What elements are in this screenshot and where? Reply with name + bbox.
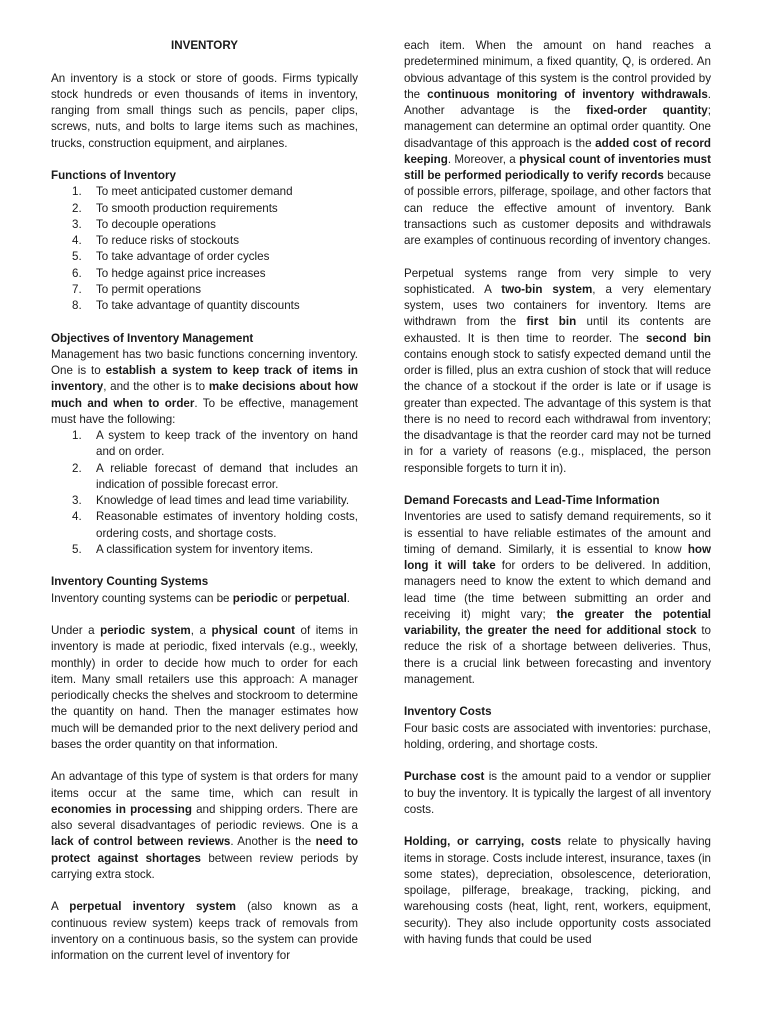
list-item: 3. Knowledge of lead times and lead time variability.: [72, 494, 350, 507]
perpetual-paragraph-start: A perpetual inventory system (also known as a continuous review system) keeps track of removals from inventory on a continuous basis, so the system can provide information on the current level of inventory for: [51, 900, 358, 962]
costs-heading: Inventory Costs: [404, 705, 492, 719]
perpetual-paragraph-continued: [404, 38, 711, 249]
bold-phrase: added cost of record keeping: [404, 136, 711, 166]
list-item: 7. To permit operations: [72, 282, 202, 296]
costs-paragraph: Four basic costs are associated with inventories: purchase, holding, ordering, and shortage costs.: [404, 721, 711, 751]
intro-paragraph: An inventory is a stock or store of goods. Firms typically stock hundreds or even thousands of items in inventory, ranging from small things such as pencils, paper clips, screws, nuts, and bolts to large items such as machines, trucks, construction equipment, and airplanes.: [51, 71, 358, 150]
advantage-paragraph: An advantage of this type of system is that orders for many items occur at the same time, which can result in economies in processing and shipping orders. There are also several disadvantages of periodic reviews. One is a lack of control between reviews. Another is the need to protect against shortages between review periods by carrying extra stock.: [51, 770, 359, 881]
list-item: 4. To reduce risks of stockouts: [72, 234, 240, 247]
list-item: 1. A system to keep track of the inventory on hand and on order.: [72, 429, 358, 459]
list-item: 4. Reasonable estimates of inventory holding costs, ordering costs, and shortage costs.: [72, 510, 358, 540]
list-item: 2. To smooth production requirements: [72, 201, 278, 215]
right-column: [404, 38, 711, 948]
two-bin-paragraph: Perpetual systems range from very simple to very sophisticated. A two-bin system, a very elementary system, uses two containers for inventory. Items are withdrawn from the first bin until its contents are exhausted. It is then time to reorder. The second bin contains enough stock to satisfy expected demand until the order is filled, plus an extra cushion of stock that will reduce the chance of a stockout if the order is late or if usage is greater than expected. The advantage of this system is that there is no need to record each withdrawal from inventory; the disadvantage is that the reorder card may not be turned in for a variety of reasons (e.g., misplaced, the person responsible forgets to turn it in).: [404, 266, 711, 475]
list-item: 2. A reliable forecast of demand that includes an indication of possible forecast error.: [72, 461, 358, 491]
left-column: [51, 38, 358, 964]
text-run: because of possible errors, pilferage, spoilage, and other factors that can reduce the effective amount of inventory. Bank transactions such as customer deposits and withdrawals are examples of continuous recording of inventory changes.: [404, 169, 711, 247]
objectives-list: [51, 428, 358, 558]
list-item: 1. To meet anticipated customer demand: [72, 185, 293, 199]
text-run: each item. When the amount on hand reaches a predetermined minimum, a fixed quantity, Q, is ordered. An obvious advantage of this system is the control provided by the: [404, 39, 711, 101]
objectives-paragraph: Management has two basic functions concerning inventory. One is to establish a system to keep track of items in inventory, and the other is to make decisions about how much and when to order. To be effective, management must have the following:: [51, 347, 358, 426]
periodic-paragraph: Under a periodic system, a physical count of items in inventory is made at periodic, fixed intervals (e.g., weekly, monthly) in order to decide how much to order for each item. Many small retailers use this approach: A manager periodically checks the shelves and stockroom to determine the quantity on hand. Then the manager estimates how much will be demanded prior to the next delivery period and bases the order quantity on that information.: [51, 624, 358, 751]
demand-paragraph: Inventories are used to satisfy demand requirements, so it is essential to have reliable estimates of the amount and timing of demand. Similarly, it is essential to know how long it will take for orders to be delivered. In addition, managers need to know the extent to which demand and lead time (the time between submitting an order and receiving it) might vary; the greater the potential variability, the greater the need for additional stock to reduce the risk of a shortage between deliveries. Thus, there is a crucial link between forecasting and inventory management.: [404, 510, 712, 686]
bold-phrase: physical count of inventories must still be performed periodically to verify records: [404, 152, 711, 182]
list-item: 5. To take advantage of order cycles: [72, 250, 270, 264]
functions-list: [51, 184, 358, 314]
text-run: . Moreover, a: [447, 152, 520, 166]
counting-paragraph: Inventory counting systems can be periodic or perpetual.: [51, 591, 351, 605]
purchase-cost-paragraph: Purchase cost is the amount paid to a vendor or supplier to buy the inventory. It is typically the largest of all inventory costs.: [404, 770, 712, 816]
counting-heading: Inventory Counting Systems: [51, 575, 209, 589]
list-item: 6. To hedge against price increases: [72, 266, 266, 280]
list-item: 3. To decouple operations: [72, 217, 216, 231]
list-item: 8. To take advantage of quantity discounts: [72, 299, 300, 312]
objectives-heading: Objectives of Inventory Management: [51, 331, 254, 345]
demand-heading: Demand Forecasts and Lead-Time Information: [404, 494, 660, 507]
bold-phrase: continuous monitoring of inventory withdrawals: [427, 87, 708, 101]
functions-heading: Functions of Inventory: [51, 169, 176, 182]
bold-phrase: fixed-order quantity: [586, 104, 708, 117]
text-run: . Another advantage is the: [404, 87, 711, 117]
holding-cost-paragraph: Holding, or carrying, costs relate to physically having items in storage. Costs include interest, insurance, taxes (in some states), depreciation, obsolescence, deterioration, spoilage, pilferage, breakage, tracking, picking, and warehousing costs (heat, light, rent, workers, equipment, security). They also include opportunity costs associated with having funds that could be used: [404, 835, 711, 946]
list-item: 5. A classification system for inventory items.: [72, 542, 314, 556]
document-title: INVENTORY: [171, 39, 238, 52]
text-run: ; management can determine an optimal order quantity. One disadvantage of this approach is the: [404, 104, 711, 150]
